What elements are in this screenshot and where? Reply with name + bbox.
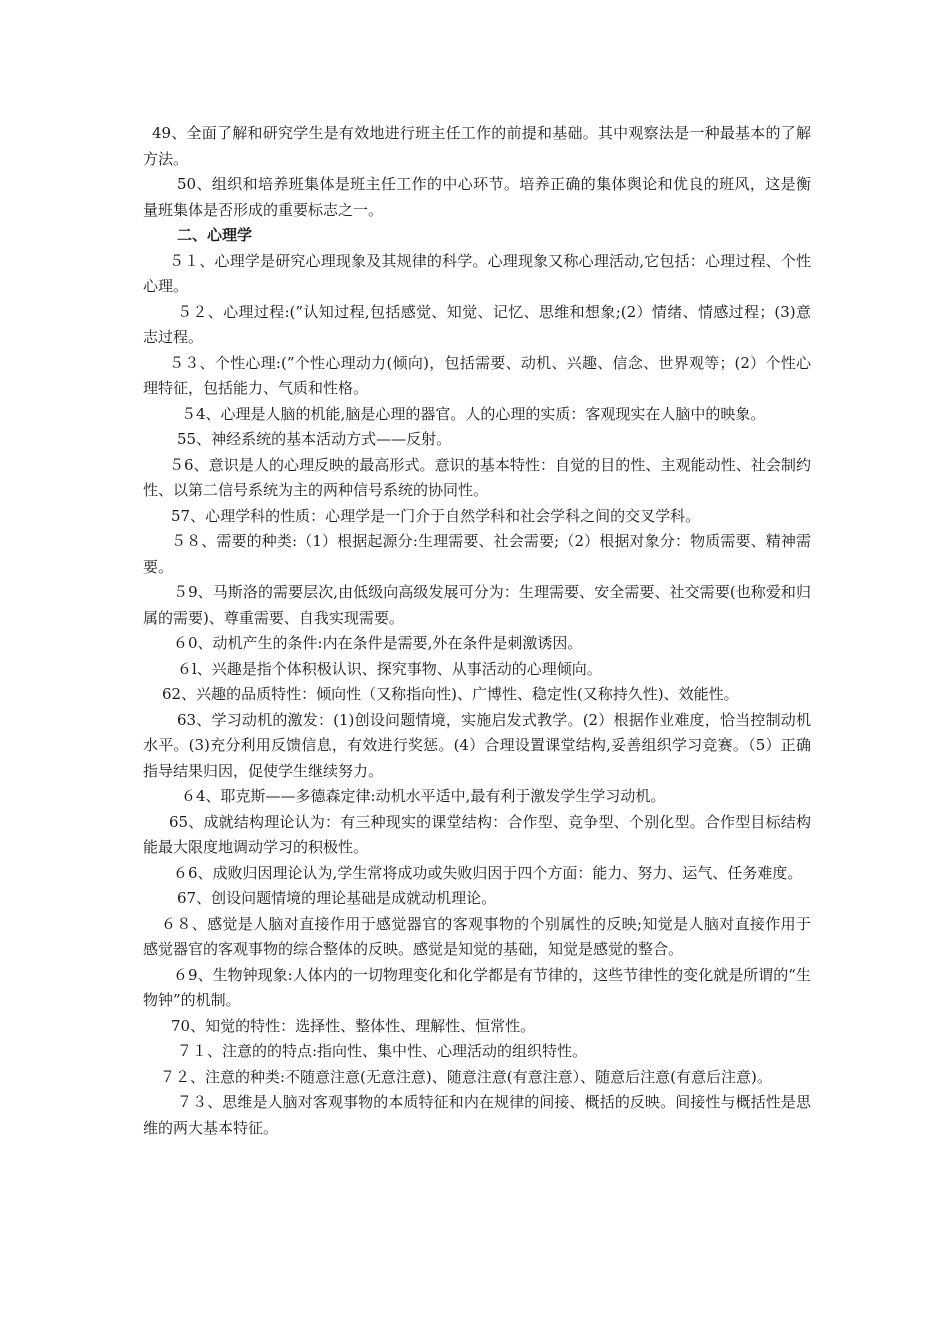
paragraph-53: ５３、个性心理:(”个性心理动力(倾向)，包括需要、动机、兴趣、信念、世界观等；(2）个性心理特征，包括能力、气质和性格。 bbox=[143, 353, 811, 397]
paragraph-51: ５１、心理学是研究心理现象及其规律的科学。心理现象又称心理活动,它包括：心理过程、个性心理。 bbox=[143, 251, 811, 295]
paragraph-49: 49、全面了解和研究学生是有效地进行班主任工作的前提和基础。其中观察法是一种最基本的了解方法。 bbox=[143, 124, 811, 168]
paragraph-66: ６6、成败归因理论认为,学生常将成功或失败归因于四个方面：能力、努力、运气、任务难度。 bbox=[173, 863, 803, 882]
paragraph-55: 55、神经系统的基本活动方式——反射。 bbox=[177, 430, 452, 448]
paragraph-64: ６4、耶克斯——多德森定律:动机水平适中,最有利于激发学生学习动机。 bbox=[181, 787, 666, 805]
paragraph-67: 67、创设问题情境的理论基础是成就动机理论。 bbox=[177, 889, 497, 907]
paragraph-68: ６８、感觉是人脑对直接作用于感觉器官的客观事物的个别属性的反映;知觉是人脑对直接作用于感觉器官的客观事物的综合整体的反映。感觉是知觉的基础，知觉是感觉的整合。 bbox=[143, 914, 811, 958]
paragraph-56: ５6、意识是人的心理反映的最高形式。意识的基本特性：自觉的目的性、主观能动性、社会制约性、以第二信号系统为主的两种信号系统的协同性。 bbox=[143, 455, 811, 499]
paragraph-57: 57、心理学科的性质：心理学是一门介于自然学科和社会学科之间的交叉学科。 bbox=[171, 506, 701, 525]
paragraph-65: 65、成就结构理论认为：有三种现实的课堂结构：合作型、竞争型、个别化型。合作型目标结构能最大限度地调动学习的积极性。 bbox=[143, 812, 811, 856]
paragraph-52: ５２、心理过程:(”认知过程,包括感觉、知觉、记忆、思维和想象;(2）情绪、情感过程；(3)意志过程。 bbox=[143, 302, 811, 346]
paragraph-72: ７２、注意的种类:不随意注意(无意注意)、随意注意(有意注意）、随意后注意(有意后注意)。 bbox=[160, 1067, 772, 1086]
paragraph-61: ６l、兴趣是指个体积极认识、探究事物、从事活动的心理倾向。 bbox=[177, 659, 602, 678]
paragraph-71: ７１、注意的的特点:指向性、集中性、心理活动的组织特性。 bbox=[177, 1042, 588, 1060]
document-page bbox=[143, 121, 811, 1141]
section-heading: 二、心理学 bbox=[177, 226, 253, 244]
paragraph-50: 50、组织和培养班集体是班主任工作的中心环节。培养正确的集体舆论和优良的班风，这是衡量班集体是否形成的重要标志之一。 bbox=[143, 175, 811, 219]
paragraph-60: ６0、动机产生的条件:内在条件是需要,外在条件是刺激诱因。 bbox=[173, 634, 583, 652]
paragraph-73: ７３、思维是人脑对客观事物的本质特征和内在规律的间接、概括的反映。间接性与概括性是思维的两大基本特征。 bbox=[143, 1093, 811, 1137]
paragraph-63: 63、学习动机的激发：(1)创设问题情境，实施启发式教学。(2）根据作业难度，恰当控制动机水平。(3)充分利用反馈信息，有效进行奖惩。(4）合理设置课堂结构,妥善组织学习竞赛。（5）正确指导结果归因，促使学生继续努力。 bbox=[143, 710, 811, 780]
paragraph-59: ５9、马斯洛的需要层次,由低级向高级发展可分为：生理需要、安全需要、社交需要(也称爱和归属的需要)、尊重需要、自我实现需要。 bbox=[143, 583, 811, 627]
paragraph-62: 62、兴趣的品质特性：倾向性（又称指向性)、广博性、稳定性(又称持久性)、效能性。 bbox=[162, 685, 739, 703]
paragraph-69: ６9、生物钟现象:人体内的一切物理变化和化学都是有节律的，这些节律性的变化就是所谓的“生物钟”的机制。 bbox=[143, 965, 811, 1009]
paragraph-58: ５８、需要的种类:（1）根据起源分:生理需要、社会需要;（2）根据对象分：物质需要、精神需要。 bbox=[143, 532, 811, 576]
paragraph-54: ５4、心理是人脑的机能,脑是心理的器官。人的心理的实质：客观现实在人脑中的映象。 bbox=[181, 404, 766, 423]
paragraph-70: 70、知觉的特性：选择性、整体性、理解性、恒常性。 bbox=[171, 1016, 536, 1035]
